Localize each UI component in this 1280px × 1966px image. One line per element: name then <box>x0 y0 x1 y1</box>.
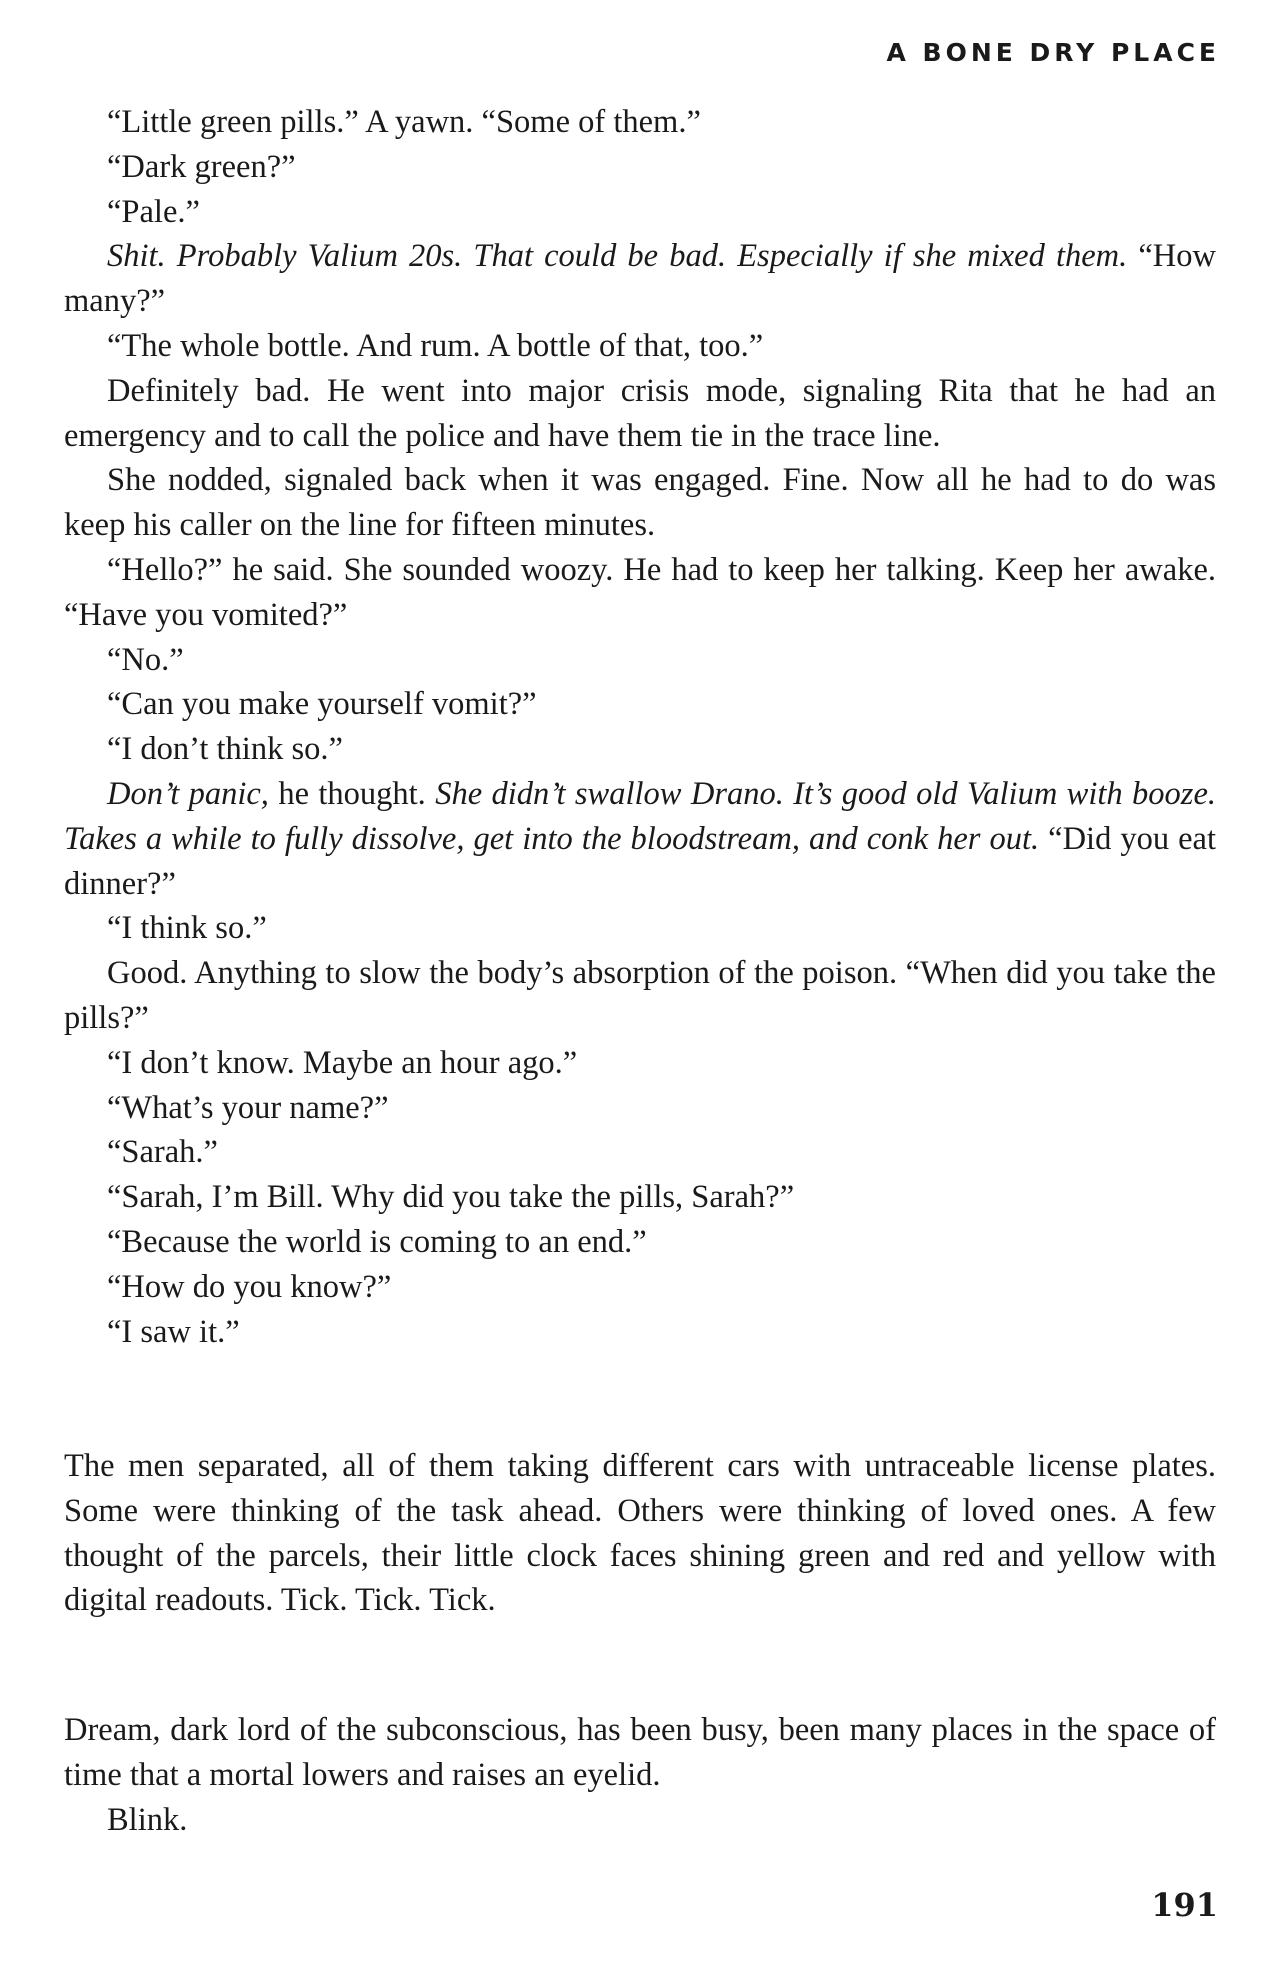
paragraph: “Sarah.” <box>107 1134 218 1171</box>
paragraph: Blink. <box>107 1801 188 1838</box>
section-men-separated <box>64 1444 1216 1623</box>
paragraph: “Hello?” he said. She sounded woozy. He had to keep her talking. Keep her awake. “Have you vomited?” <box>64 551 1216 633</box>
paragraph: “I saw it.” <box>107 1313 240 1350</box>
paragraph: Good. Anything to slow the body’s absorption of the poison. “When did you take the pills?” <box>64 955 1216 1036</box>
paragraph: “No.” <box>107 641 184 678</box>
paragraph: Dream, dark lord of the subconscious, has been busy, been many places in the space of time that a mortal lowers and raises an eyelid. <box>64 1712 1216 1793</box>
section-phone-call <box>64 100 1216 1354</box>
paragraph: “The whole bottle. And rum. A bottle of that, too.” <box>107 327 764 364</box>
paragraph <box>64 772 1216 906</box>
paragraph: The men separated, all of them taking different cars with untraceable license plates. Some were thinking of the task ahead. Others were thinking of loved ones. A few thought of the parcels, their little clock faces shining green and red and yellow with digital readouts. Tick. Tick. Tick. <box>64 1448 1216 1619</box>
paragraph: “I think so.” <box>107 910 267 947</box>
italic-thought: Shit. Probably Valium 20s. That could be bad. Especially if she mixed them. <box>107 238 1128 275</box>
dialogue-text: “How many?” <box>64 238 1216 320</box>
paragraph: “What’s your name?” <box>107 1089 389 1126</box>
paragraph: “I don’t know. Maybe an hour ago.” <box>107 1044 578 1081</box>
paragraph: “How do you know?” <box>107 1268 392 1305</box>
paragraph: “Sarah, I’m Bill. Why did you take the pills, Sarah?” <box>107 1179 795 1216</box>
running-head: A BONE DRY PLACE <box>886 38 1220 67</box>
paragraph: “Can you make yourself vomit?” <box>107 686 537 723</box>
paragraph: “Because the world is coming to an end.” <box>107 1223 647 1260</box>
narration-text: he thought. <box>268 775 436 812</box>
paragraph: “Dark green?” <box>107 148 296 185</box>
paragraph: Definitely bad. He went into major crisis mode, signaling Rita that he had an emergency and to call the police and have them tie in the trace line. <box>64 372 1216 454</box>
page-number: 191 <box>1151 1886 1218 1924</box>
paragraph: “I don’t think so.” <box>107 731 343 768</box>
section-dream <box>64 1708 1216 1842</box>
paragraph <box>64 234 1216 324</box>
italic-thought: Don’t panic, <box>107 775 269 812</box>
paragraph: “Pale.” <box>107 193 200 230</box>
paragraph: She nodded, signaled back when it was engaged. Fine. Now all he had to do was keep his caller on the line for fifteen minutes. <box>64 462 1216 544</box>
paragraph: “Little green pills.” A yawn. “Some of them.” <box>107 104 701 140</box>
dialogue-text: “Did you eat dinner?” <box>64 820 1216 902</box>
italic-thought: She didn’t swallow Drano. It’s good old Valium with booze. Takes a while to fully dissolve, get into the bloodstream, and conk her out. <box>64 775 1216 857</box>
